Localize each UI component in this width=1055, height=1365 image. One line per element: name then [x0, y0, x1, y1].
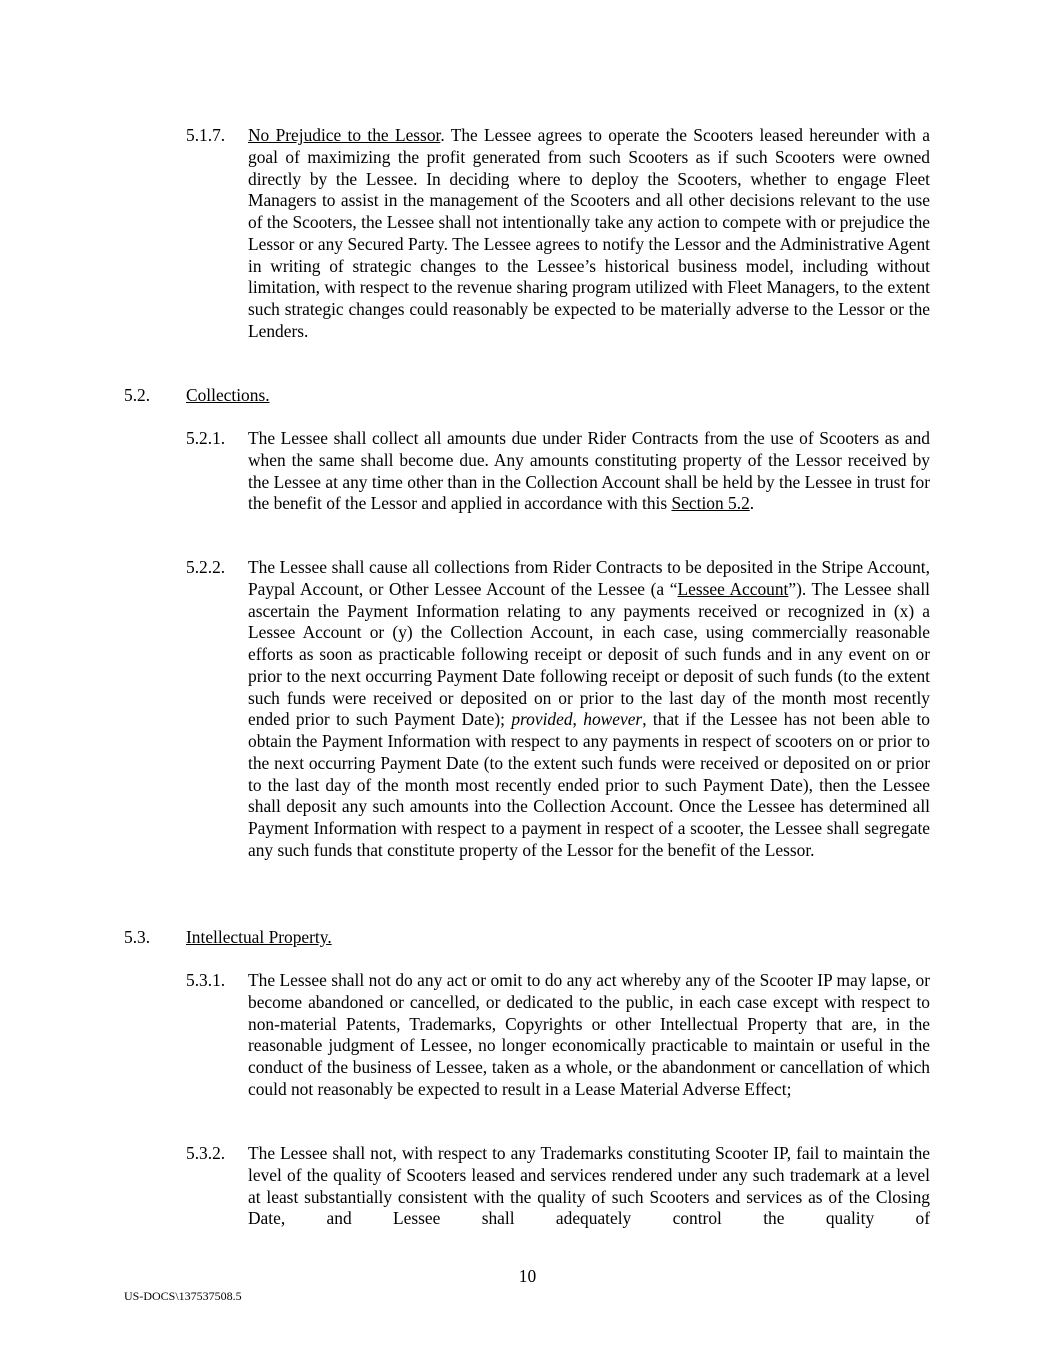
section-text: The Lessee shall collect all amounts due under Rider Contracts from the use of Scooters as and when the same shall become due. Any amounts constituting property of the Lessor received by the Lessee at any time other than in the Collection Account shall be held by the Lessee in trust for the benefit of the Lessor and applied in accordance with this	[248, 428, 930, 514]
section-heading: No Prejudice to the Lessor	[248, 125, 441, 145]
section-number: 5.3.1.	[186, 970, 226, 990]
section-text: . The Lessee agrees to operate the Scooters leased hereunder with a goal of maximizing the profit generated from such Scooters as if such Scooters were owned directly by the Lessee. In deciding where to deploy the Scooters, whether to engage Fleet Managers to assist in the management of the Scooters and all other decisions relevant to the use of the Scooters, the Lessee shall not intentionally take any action to compete with or prejudice the Lessor or any Secured Party. The Lessee agrees to notify the Lessor and the Administrative Agent in writing of strategic changes to the Lessee’s historical business model, including without limitation, with respect to the revenue sharing program utilized with Fleet Managers, to the extent such strategic changes could reasonably be expected to be materially adverse to the Lessor or the Lenders.	[248, 125, 931, 341]
section-body	[248, 428, 930, 515]
section-body: The Lessee shall not, with respect to any Trademarks constituting Scooter IP, fail to maintain the level of the quality of Scooters leased and services rendered under any such trademark at a level at least substantially consistent with the quality of such Scooters and services as of the Closing Date, and Lessee shall adequately control the quality of	[248, 1143, 930, 1229]
section-heading: Collections.	[186, 385, 270, 405]
section-number: 5.1.7.	[186, 125, 226, 145]
italic-term: provided	[511, 709, 573, 730]
section-body	[248, 557, 930, 862]
section-number: 5.3.	[124, 927, 151, 947]
section-body: The Lessee shall not do any act or omit to do any act whereby any of the Scooter IP may lapse, or become abandoned or cancelled, or dedicated to the public, in each case except with respect to non-material Patents, Trademarks, Copyrights or other Intellectual Property that are, in the reasonable judgment of Lessee, no longer economically practicable to maintain or useful in the conduct of the business of Lessee, taken as a whole, or the abandonment or cancellation of which could not reasonably be expected to result in a Lease Material Adverse Effect;	[248, 970, 930, 1099]
section-number: 5.2.	[124, 385, 151, 405]
section-number: 5.2.2.	[186, 557, 226, 577]
section-body	[248, 125, 930, 343]
document-id: US-DOCS\137537508.5	[124, 1289, 242, 1303]
punctuation: ,	[572, 709, 584, 730]
section-number: 5.2.1.	[186, 428, 226, 448]
page-number: 10	[518, 1266, 537, 1286]
defined-term: Lessee Account	[677, 578, 789, 599]
italic-term: however	[583, 709, 643, 730]
section-reference: Section 5.2	[671, 493, 750, 514]
section-text: The Lessee shall cause all collections from Rider Contracts to be deposited in the Stripe Account, Paypal Account, or Other Lessee Account of the Lessee (a “	[248, 557, 930, 599]
section-number: 5.3.2.	[186, 1143, 226, 1163]
section-text: ”). The Lessee shall ascertain the Payment Information relating to any payments received or recognized in (x) a Lessee Account or (y) the Collection Account, in each case, using commercially reasonable efforts as soon as practicable following receipt or deposit of such funds and in any event on or prior to the next occurring Payment Date following receipt or deposit of such funds (to the extent such funds were received or deposited on or prior to the last day of the month most recently ended prior to such Payment Date);	[248, 578, 930, 730]
punctuation: .	[749, 493, 755, 514]
section-heading: Intellectual Property.	[186, 927, 332, 947]
section-text: , that if the Lessee has not been able to obtain the Payment Information with respect to any payments in respect of scooters on or prior to the next occurring Payment Date (to the extent such funds were received or deposited on or prior to the last day of the month most recently ended prior to such Payment Date), then the Lessee shall deposit any such amounts into the Collection Account. Once the Lessee has determined all Payment Information with respect to a payment in respect of a scooter, the Lessee shall segregate any such funds that constitute property of the Lessor for the benefit of the Lessor.	[248, 709, 930, 860]
